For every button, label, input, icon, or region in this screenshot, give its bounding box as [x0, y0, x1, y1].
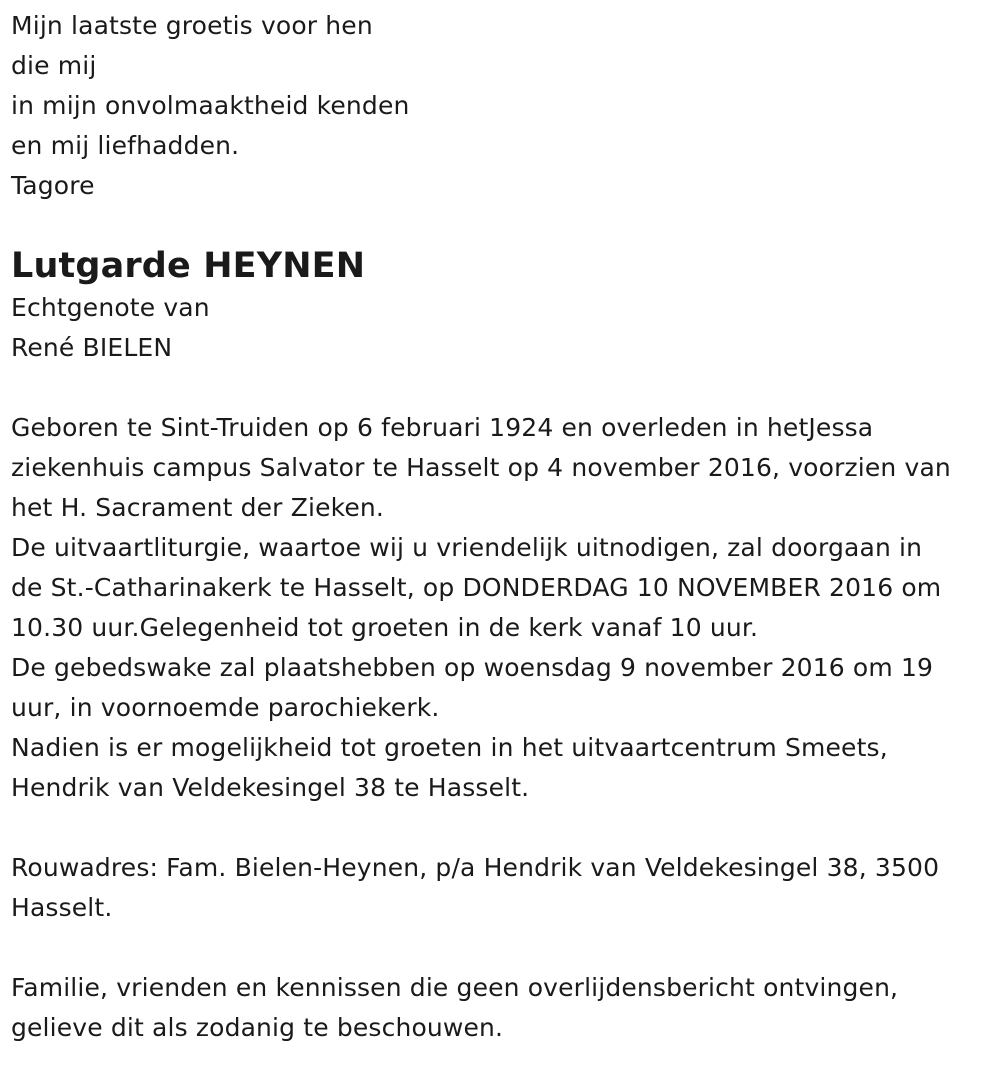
- relation-text: Echtgenote van: [11, 293, 210, 322]
- spouse-name: René BIELEN: [11, 333, 173, 362]
- spacer: [11, 808, 996, 848]
- closing-note: [11, 968, 996, 1048]
- announcement-line: ziekenhuis campus Salvator te Hasselt op 4 november 2016, voorzien van: [11, 453, 951, 482]
- poem-line: Mijn laatste groetis voor hen: [11, 11, 373, 40]
- announcement-line: de St.-Catharinakerk te Hasselt, op DONDERDAG 10 NOVEMBER 2016 om: [11, 573, 942, 602]
- announcement-line: Geboren te Sint-Truiden op 6 februari 1924 en overleden in hetJessa: [11, 413, 874, 442]
- announcement-line: De gebedswake zal plaatshebben op woensdag 9 november 2016 om 19: [11, 653, 934, 682]
- mourning-address-line: Rouwadres: Fam. Bielen-Heynen, p/a Hendrik van Veldekesingel 38, 3500: [11, 853, 940, 882]
- announcement-paragraph: [11, 408, 996, 808]
- deceased-name: Lutgarde HEYNEN: [11, 246, 366, 286]
- announcement-line: het H. Sacrament der Zieken.: [11, 493, 384, 522]
- poem: [11, 6, 996, 206]
- closing-line: gelieve dit als zodanig te beschouwen.: [11, 1013, 504, 1042]
- mourning-address: [11, 848, 996, 928]
- obituary-page: [11, 6, 996, 1048]
- spacer: [11, 368, 996, 408]
- announcement-line: uur, in voornoemde parochiekerk.: [11, 693, 440, 722]
- poem-author: Tagore: [11, 171, 95, 200]
- mourning-address-line: Hasselt.: [11, 893, 113, 922]
- announcement-line: Hendrik van Veldekesingel 38 te Hasselt.: [11, 773, 530, 802]
- poem-line: die mij: [11, 51, 97, 80]
- announcement-line: De uitvaartliturgie, waartoe wij u vriendelijk uitnodigen, zal doorgaan in: [11, 533, 923, 562]
- closing-line: Familie, vrienden en kennissen die geen overlijdensbericht ontvingen,: [11, 973, 899, 1002]
- spacer: [11, 928, 996, 968]
- announcement-line: Nadien is er mogelijkheid tot groeten in het uitvaartcentrum Smeets,: [11, 733, 888, 762]
- poem-line: en mij liefhadden.: [11, 131, 240, 160]
- announcement-line: 10.30 uur.Gelegenheid tot groeten in de kerk vanaf 10 uur.: [11, 613, 759, 642]
- poem-line: in mijn onvolmaaktheid kenden: [11, 91, 410, 120]
